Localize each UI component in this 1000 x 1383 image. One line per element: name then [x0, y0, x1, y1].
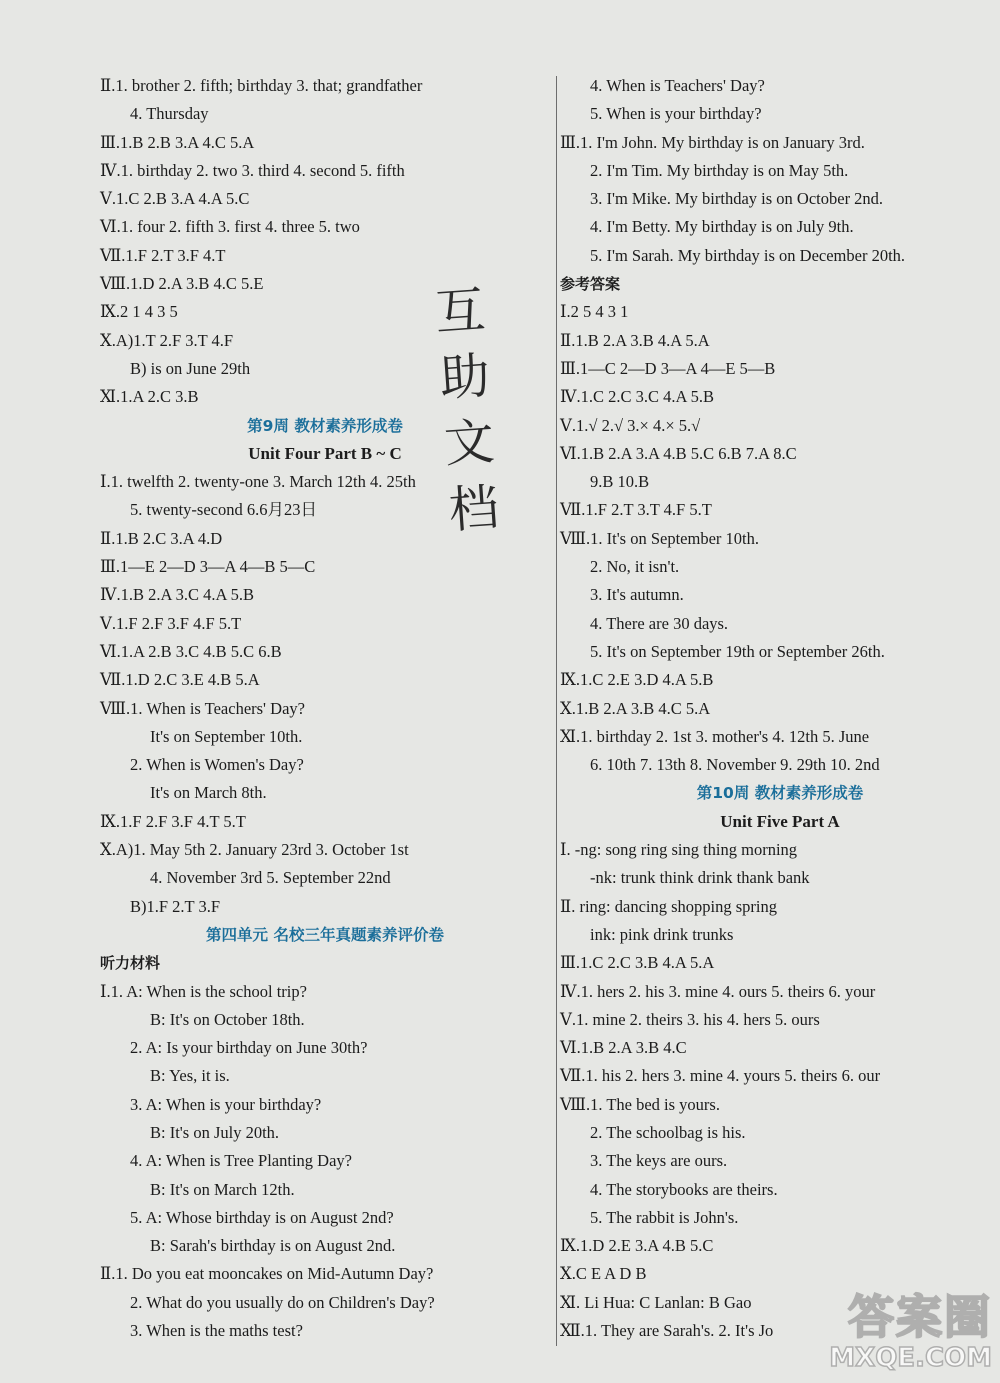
answer-line: Ⅶ.1.F 2.T 3.T 4.F 5.T: [560, 500, 712, 520]
answer-line: Ⅰ.1. A: When is the school trip?: [100, 981, 307, 1001]
answer-line: Ⅹ.C E A D B: [560, 1264, 647, 1284]
answer-line: Ⅸ.1.C 2.E 3.D 4.A 5.B: [560, 670, 714, 690]
answer-line: 2. The schoolbag is his.: [590, 1122, 746, 1142]
answer-line: 参考答案: [560, 275, 621, 294]
answer-line: 4. A: When is Tree Planting Day?: [130, 1151, 352, 1171]
answer-line: Ⅱ.1. brother 2. fifth; birthday 3. that; grandfather: [100, 76, 423, 95]
answer-line: 5. I'm Sarah. My birthday is on December 20th.: [590, 245, 906, 265]
answer-line: B)1.F 2.T 3.F: [130, 896, 221, 916]
right-column: [560, 72, 1000, 1345]
answer-line: Ⅰ.1. twelfth 2. twenty-one 3. March 12th 4. 25th: [100, 472, 416, 492]
section-heading: 第9周 教材素养形成卷: [247, 416, 403, 435]
answer-line: Ⅹ.A)1.T 2.F 3.T 4.F: [100, 330, 234, 350]
handwritten-char: 档: [446, 478, 501, 540]
answer-line: 5. A: Whose birthday is on August 2nd?: [130, 1207, 394, 1227]
answer-line: 3. A: When is your birthday?: [130, 1094, 322, 1114]
answer-line: Ⅶ.1. his 2. hers 3. mine 4. yours 5. theirs 6. our: [560, 1066, 881, 1086]
answer-line: Ⅸ.2 1 4 3 5: [100, 302, 178, 322]
answer-line: B: It's on October 18th.: [150, 1009, 305, 1029]
answer-line: Ⅹ.A)1. May 5th 2. January 23rd 3. October 1st: [100, 840, 409, 860]
answer-line: Ⅹ.1.B 2.A 3.B 4.C 5.A: [560, 698, 711, 718]
answer-line: Ⅲ.1—C 2—D 3—A 4—E 5—B: [560, 358, 776, 378]
answer-line: 2. What do you usually do on Children's Day?: [130, 1292, 435, 1312]
answer-line: 2. No, it isn't.: [590, 557, 680, 577]
answer-line: Ⅵ.1.A 2.B 3.C 4.B 5.C 6.B: [100, 641, 282, 661]
answer-line: Ⅸ.1.D 2.E 3.A 4.B 5.C: [560, 1236, 714, 1256]
answer-line: Ⅳ.1.B 2.A 3.C 4.A 5.B: [100, 585, 255, 605]
answer-line: Ⅻ.1. They are Sarah's. 2. It's Jo: [560, 1321, 774, 1341]
answer-line: It's on March 8th.: [150, 783, 267, 803]
answer-line: B) is on June 29th: [130, 358, 251, 378]
answer-line: Ⅱ.1.B 2.A 3.B 4.A 5.A: [560, 330, 710, 350]
answer-line: 4. November 3rd 5. September 22nd: [150, 868, 391, 888]
answer-line: Ⅴ.1.√ 2.√ 3.× 4.× 5.√: [560, 415, 701, 435]
answer-line: 2. A: Is your birthday on June 30th?: [130, 1038, 368, 1058]
answer-line: 5. The rabbit is John's.: [590, 1207, 739, 1227]
answer-line: Ⅲ.1. I'm John. My birthday is on January 3rd.: [560, 132, 865, 152]
answer-line: 3. I'm Mike. My birthday is on October 2nd.: [590, 189, 884, 209]
answer-line: Ⅳ.1. birthday 2. two 3. third 4. second 5. fifth: [100, 160, 405, 180]
answer-line: 2. I'm Tim. My birthday is on May 5th.: [590, 160, 849, 180]
answer-line: 5. When is your birthday?: [590, 104, 762, 124]
handwritten-char: 助: [437, 346, 492, 408]
answer-line: 4. There are 30 days.: [590, 613, 729, 633]
section-heading: 第10周 教材素养形成卷: [696, 784, 864, 803]
answer-line: 4. When is Teachers' Day?: [590, 76, 765, 95]
answer-line: -nk: trunk think drink thank bank: [590, 868, 810, 888]
answer-line: Ⅱ.1.B 2.C 3.A 4.D: [100, 528, 223, 548]
section-heading: 第四单元 名校三年真题素养评价卷: [206, 925, 444, 944]
answer-line: 6. 10th 7. 13th 8. November 9. 29th 10. 2nd: [590, 755, 880, 775]
answer-line: Ⅷ.1. It's on September 10th.: [560, 528, 759, 548]
handwritten-char: 文: [442, 412, 497, 474]
column-divider: [556, 76, 557, 1346]
answer-line: 听力材料: [100, 954, 161, 973]
answer-line: Ⅵ.1.B 2.A 3.B 4.C: [560, 1038, 687, 1058]
answer-line: Ⅳ.1.C 2.C 3.C 4.A 5.B: [560, 387, 715, 407]
answer-line: Ⅴ.1.F 2.F 3.F 4.F 5.T: [100, 613, 242, 633]
answer-line: 3. The keys are ours.: [590, 1151, 728, 1171]
answer-line: Ⅷ.1. The bed is yours.: [560, 1094, 720, 1114]
answer-line: Ⅷ.1. When is Teachers' Day?: [100, 698, 305, 718]
answer-line: Ⅰ.2 5 4 3 1: [560, 302, 629, 322]
answer-line: 3. It's autumn.: [590, 585, 684, 605]
answer-line: Ⅶ.1.D 2.C 3.E 4.B 5.A: [100, 670, 260, 690]
answer-line: Ⅱ.1. Do you eat mooncakes on Mid-Autumn Day?: [100, 1264, 434, 1284]
answer-line: 4. Thursday: [130, 104, 209, 124]
answer-line: 9.B 10.B: [590, 472, 650, 492]
answer-line: Ⅴ.1.C 2.B 3.A 4.A 5.C: [100, 189, 250, 209]
answer-line: Ⅺ. Li Hua: C Lanlan: B Gao: [560, 1292, 752, 1312]
answer-line: 4. The storybooks are theirs.: [590, 1179, 778, 1199]
answer-line: Ⅸ.1.F 2.F 3.F 4.T 5.T: [100, 811, 246, 831]
answer-line: B: Yes, it is.: [150, 1066, 230, 1086]
answer-line: Ⅴ.1. mine 2. theirs 3. his 4. hers 5. ours: [560, 1009, 820, 1029]
answer-line: B: Sarah's birthday is on August 2nd.: [150, 1236, 396, 1256]
section-subheading: Unit Five Part A: [720, 811, 840, 831]
answer-line: 3. When is the maths test?: [130, 1321, 303, 1341]
watermark-title: 答案圈: [848, 1290, 992, 1344]
answer-line: B: It's on July 20th.: [150, 1122, 280, 1142]
answer-line: Ⅶ.1.F 2.T 3.F 4.T: [100, 245, 226, 265]
answer-line: Ⅵ.1. four 2. fifth 3. first 4. three 5. two: [100, 217, 360, 237]
answer-line: Ⅲ.1.C 2.C 3.B 4.A 5.A: [560, 953, 715, 973]
answer-line: 5. twenty-second 6.6月23日: [130, 500, 317, 520]
answer-line: Ⅳ.1. hers 2. his 3. mine 4. ours 5. theirs 6. your: [560, 981, 876, 1001]
watermark-url: MXQE.COM: [829, 1343, 992, 1373]
answer-line: Ⅲ.1.B 2.B 3.A 4.C 5.A: [100, 132, 255, 152]
answer-line: Ⅰ. -ng: song ring sing thing morning: [560, 840, 798, 860]
answer-line: ink: pink drink trunks: [590, 924, 734, 944]
answer-line: 2. When is Women's Day?: [130, 755, 304, 775]
answer-line: It's on September 10th.: [150, 726, 303, 746]
handwritten-char: 互: [433, 280, 488, 342]
left-column: [100, 72, 550, 1345]
section-subheading: Unit Four Part B ~ C: [248, 443, 402, 463]
answer-line: Ⅺ.1.A 2.C 3.B: [100, 387, 199, 407]
answer-line: Ⅲ.1—E 2—D 3—A 4—B 5—C: [100, 557, 316, 577]
answer-line: 5. It's on September 19th or September 26th.: [590, 641, 885, 661]
answer-line: Ⅱ. ring: dancing shopping spring: [560, 896, 777, 916]
answer-line: Ⅺ.1. birthday 2. 1st 3. mother's 4. 12th 5. June: [560, 726, 870, 746]
answer-line: B: It's on March 12th.: [150, 1179, 295, 1199]
answer-line: Ⅷ.1.D 2.A 3.B 4.C 5.E: [100, 274, 264, 294]
answer-line: Ⅵ.1.B 2.A 3.A 4.B 5.C 6.B 7.A 8.C: [560, 443, 797, 463]
answer-line: 4. I'm Betty. My birthday is on July 9th.: [590, 217, 854, 237]
